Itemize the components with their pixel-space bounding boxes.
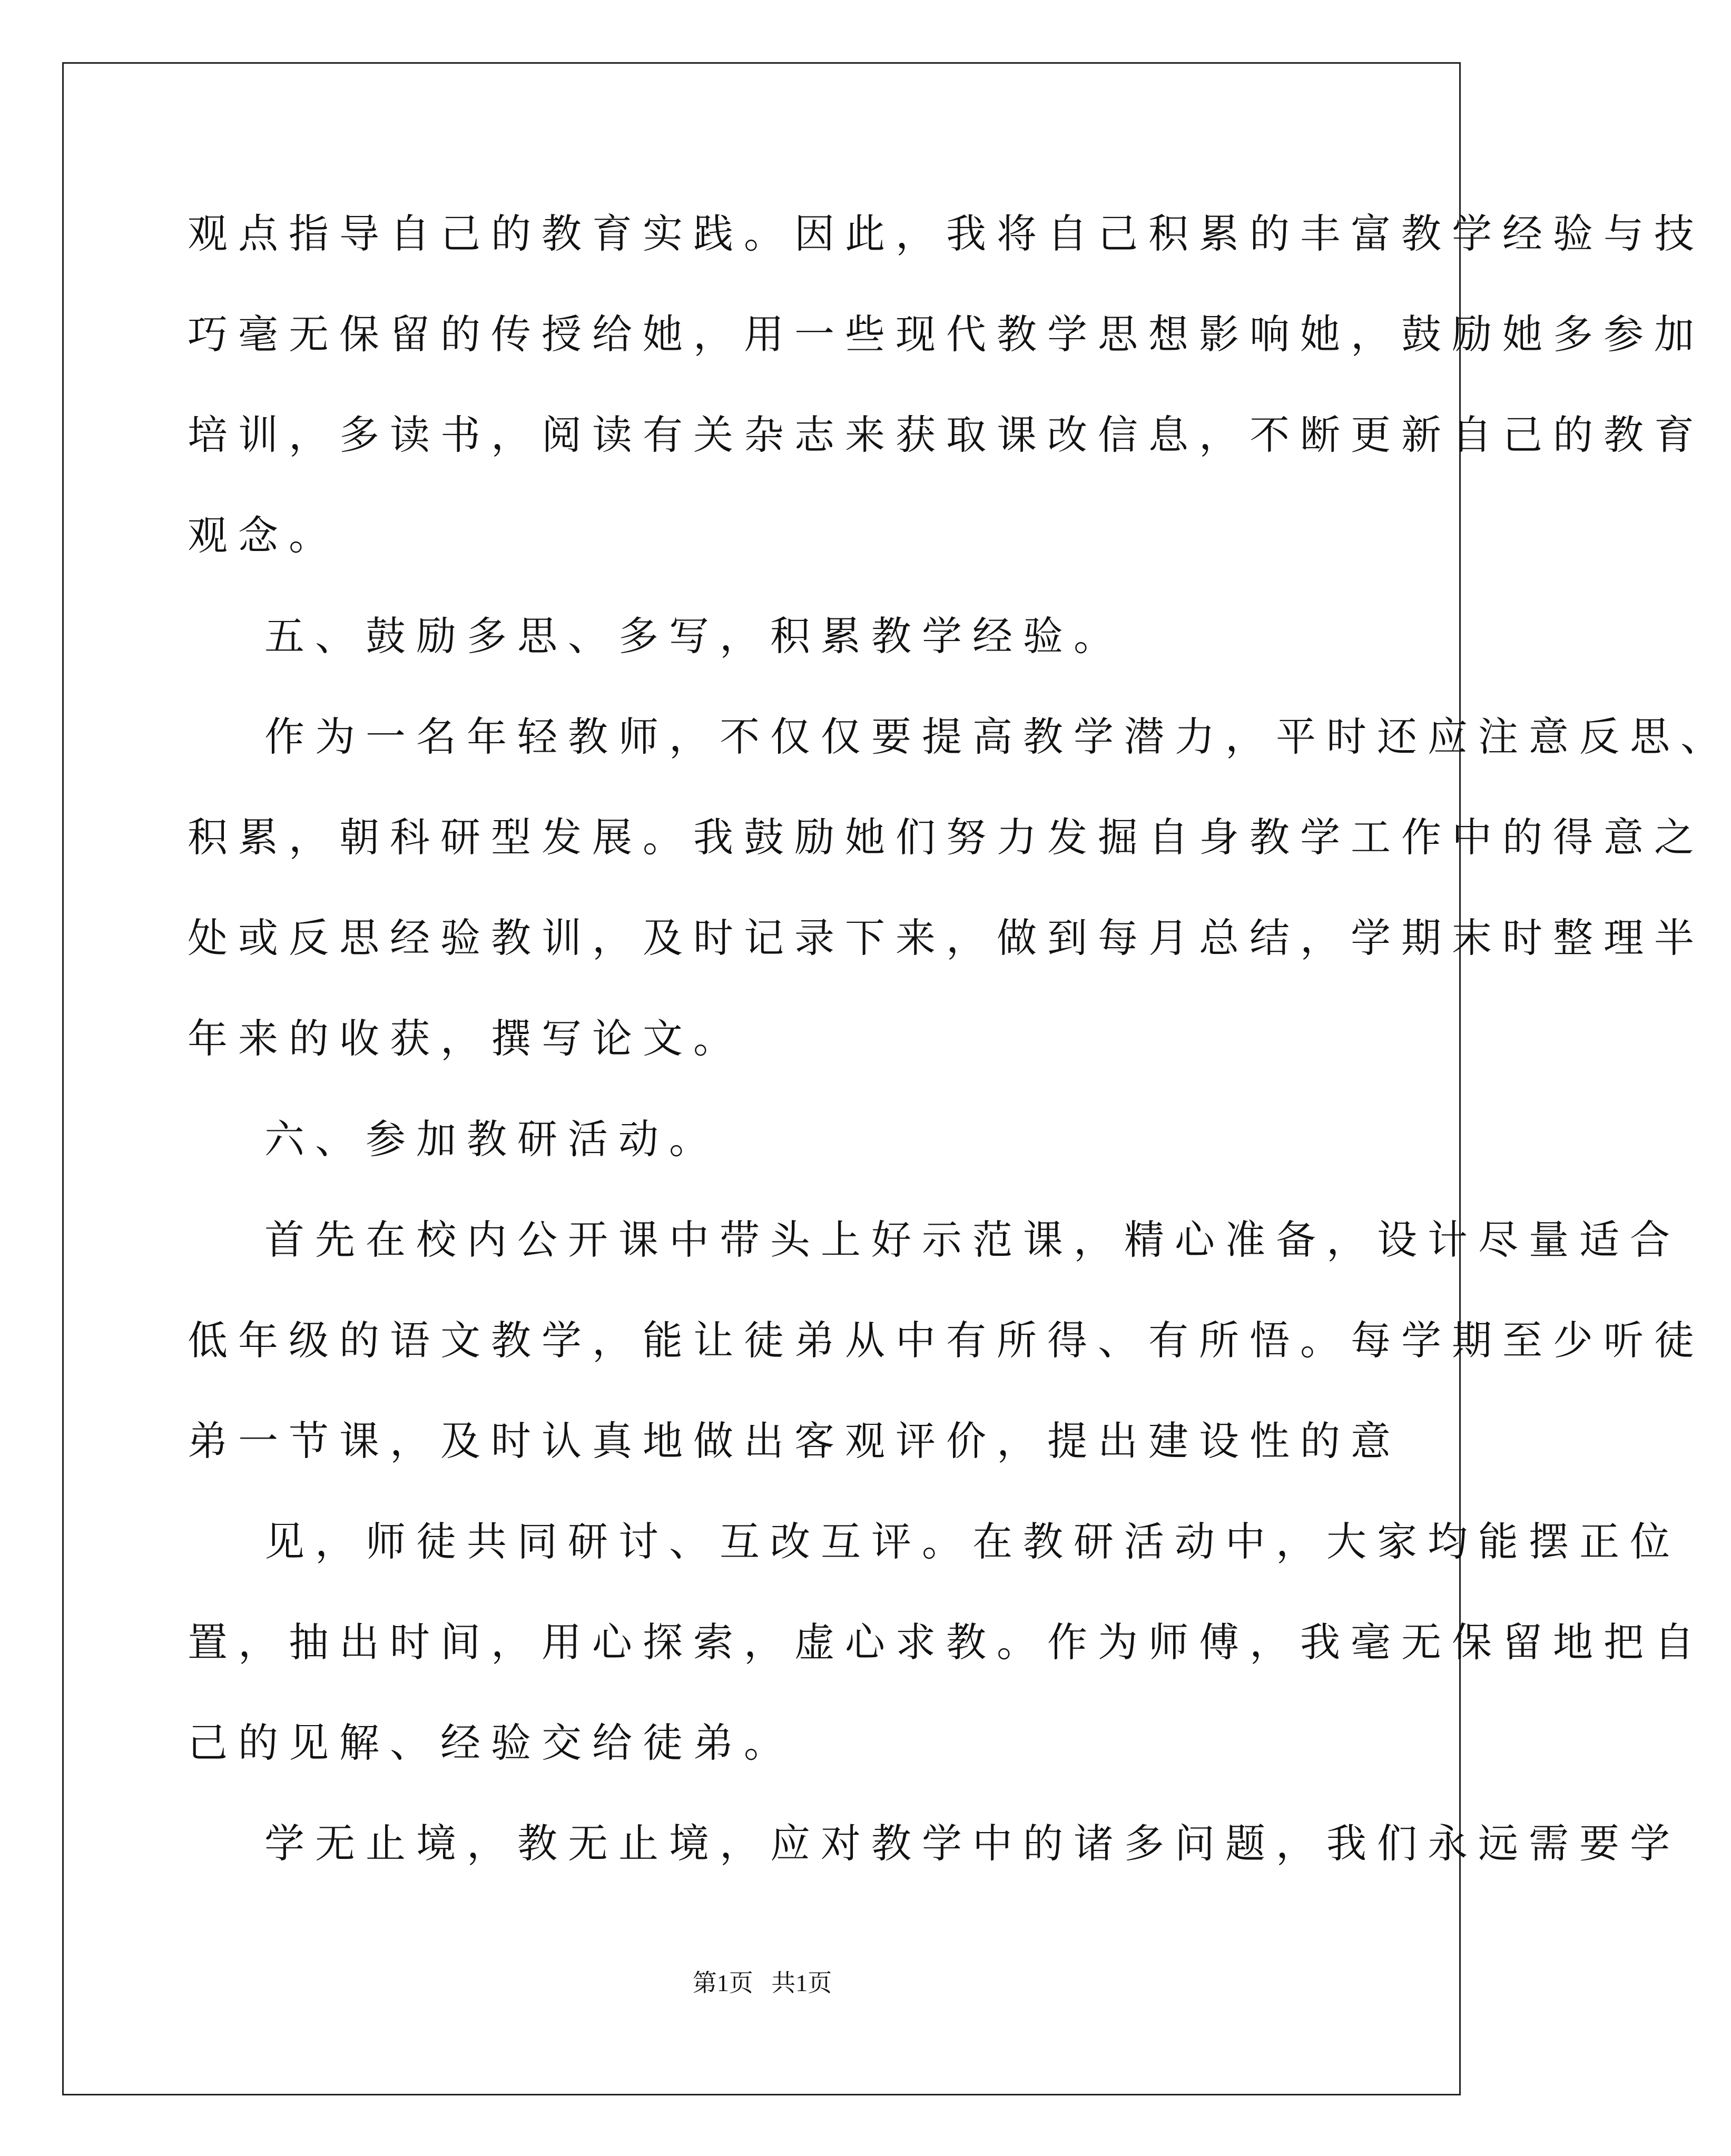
text-line: 学无止境，教无止境，应对教学中的诸多问题，我们永远需要学 bbox=[264, 1820, 1680, 1867]
text-line: 低年级的语文教学，能让徒弟从中有所得、有所悟。每学期至少听徒 bbox=[188, 1317, 1705, 1364]
text-line: 巧毫无保留的传授给她，用一些现代教学思想影响她，鼓励她多参加 bbox=[188, 311, 1705, 358]
section-heading: 六、参加教研活动。 bbox=[264, 1116, 720, 1163]
text-line: 见，师徒共同研讨、互改互评。在教研活动中，大家均能摆正位 bbox=[264, 1518, 1680, 1565]
text-line: 年来的收获，撰写论文。 bbox=[188, 1015, 744, 1062]
page-footer: 第1页 共1页 bbox=[692, 1970, 832, 1996]
text-line: 作为一名年轻教师，不仅仅要提高教学潜力，平时还应注意反思、 bbox=[264, 713, 1731, 760]
section-heading: 五、鼓励多思、多写，积累教学经验。 bbox=[264, 613, 1124, 659]
document-body bbox=[188, 200, 1731, 1911]
text-line: 置，抽出时间，用心探索，虚心求教。作为师傅，我毫无保留地把自 bbox=[188, 1619, 1705, 1666]
text-line: 观点指导自己的教育实践。因此，我将自己积累的丰富教学经验与技 bbox=[188, 210, 1705, 257]
text-line: 弟一节课，及时认真地做出客观评价，提出建设性的意 bbox=[188, 1417, 1401, 1464]
text-line: 积累，朝科研型发展。我鼓励她们努力发掘自身教学工作中的得意之 bbox=[188, 814, 1705, 861]
text-line: 处或反思经验教训，及时记录下来，做到每月总结，学期末时整理半 bbox=[188, 914, 1705, 961]
text-line: 观念。 bbox=[188, 512, 339, 559]
text-line: 己的见解、经验交给徒弟。 bbox=[188, 1719, 794, 1766]
text-line: 首先在校内公开课中带头上好示范课，精心准备，设计尽量适合 bbox=[264, 1216, 1680, 1263]
text-line: 培训，多读书，阅读有关杂志来获取课改信息，不断更新自己的教育 bbox=[188, 411, 1705, 458]
